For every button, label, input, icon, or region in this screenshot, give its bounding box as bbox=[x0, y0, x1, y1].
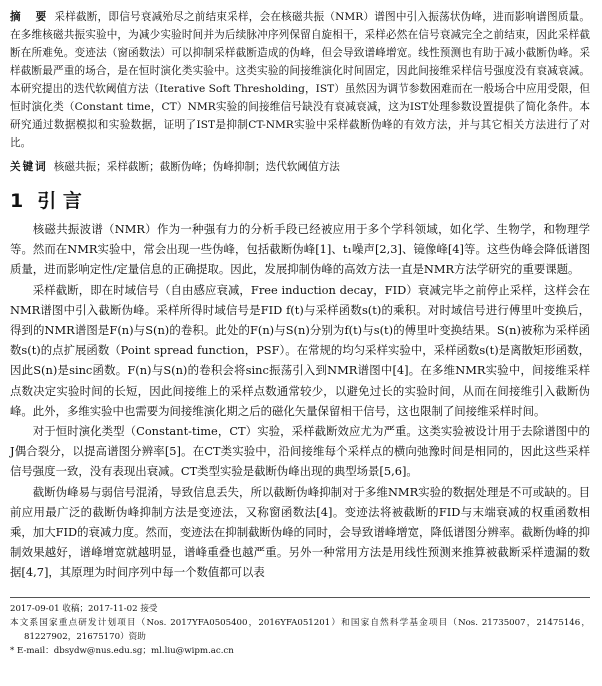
keywords-label: 关键词 bbox=[10, 161, 48, 173]
keywords-text: 核磁共振；采样截断；截断伪峰；伪峰抑制；迭代软阈值方法 bbox=[53, 161, 340, 173]
footnotes bbox=[10, 597, 590, 658]
abstract-text: 采样截断，即信号衰减殆尽之前结束采样，会在核磁共振（NMR）谱图中引入振荡状伪峰，进而影响谱图质量。在多维核磁共振实验中，为减少实验时间并为后续脉冲序列保留自旋相干，采样必然在信号衰减完全之前结束，因此采样截断在所难免。变迹法（窗函数法）可以抑制采样截断造成的伪峰，但会导致谱峰增宽。线性预测也有助于减小截断伪峰。采样截断最严重的场合，是在恒时演化类实验中。这类实验的间接维演化时间固定，因此间接维采样信号强度没有衰减衰减。本研究提出的迭代软阈值方法（Iterative Soft Thresholding，IST）虽然因为调节参数困难而在一般场合中应用受限，但恒时演化类（Constant time，CT）NMR实验的间接维信号缺没有衰减衰减，这为IST处理参数设置提供了简化条件。本研究通过数据模拟和实验数据，证明了IST是抑制CT-NMR实验中采样截断伪峰的有效方法，并与其它相关方法进行了对比。 bbox=[10, 11, 591, 149]
received-date: 2017-09-01 收稿；2017-11-02 接受 bbox=[10, 604, 158, 614]
paragraph: 截断伪峰易与弱信号混淆，导致信息丢失，所以截断伪峰抑制对于多维NMR实验的数据处理是不可或缺的。目前应用最广泛的截断伪峰抑制方法是变迹法，又称窗函数法[4]。变迹法将被截断的FID与末端衰减的权重函数相乘，加大FID的衰减力度。然而，变迹法在抑制截断伪峰的同时，会导致谱峰增宽，降低谱图分辨率。截断伪峰的抑制效果越好，谱峰增宽就越明显，谱峰重叠也越严重。另外一种常用方法是用线性预测来推算被截断采样遗漏的数据[4,7]，其原理为时间序列中每一个数值都可以表 bbox=[10, 484, 590, 580]
contact-email: * E-mail：dbsydw@nus.edu.sg；ml.liu@wipm.ac.cn bbox=[10, 646, 234, 656]
keywords bbox=[10, 158, 590, 176]
section-number: 1 bbox=[10, 190, 24, 212]
paragraph: 核磁共振波谱（NMR）作为一种强有力的分析手段已经被应用于多个学科领域，如化学、生物学，和物理学等。然而在NMR实验中，常会出现一些伪峰，包括截断伪峰[1]、t₁噪声[2,3]、镜像峰[4]等。这些伪峰会降低谱图质量，进而影响定性/定量信息的正确提取。因此，发展抑制伪峰的高效方法一直是NMR方法学研究的重要课题。 bbox=[10, 222, 590, 277]
funding-note: 本文系国家重点研发计划项目（Nos. 2017YFA0505400，2016YFA051201）和国家自然科学基金项目（Nos. 21735007，21475146，81227902，21675170）资助 bbox=[10, 618, 590, 642]
section-heading bbox=[10, 186, 590, 213]
abstract-label: 摘 要 bbox=[10, 11, 49, 23]
paper-page bbox=[10, 8, 590, 583]
paragraph: 对于恒时演化类型（Constant-time，CT）实验，采样截断效应尤为严重。这类实验被设计用于去除谱图中的J偶合裂分，以提高谱图分辨率[5]。在CT类实验中，沿间接维每个采样点的横向弛豫时间是相同的，因此这些采样信号强度一致，没有表现出衰减。CT类型实验是截断伪峰出现的典型场景[5,6]。 bbox=[10, 424, 590, 479]
body-text bbox=[10, 219, 590, 583]
abstract bbox=[10, 8, 590, 152]
paragraph: 采样截断，即在时域信号（自由感应衰减，Free induction decay，FID）衰减完毕之前停止采样，这样会在NMR谱图中引入截断伪峰。采样所得时域信号是FID f(t)与采样函数s(t)的乘积。对时域信号进行傅里叶变换后，得到的NMR谱图是F(n)与S(n)的卷积。此处的F(n)与S(n)分别为f(t)与s(t)的傅里叶变换结果。S(n)被称为采样函数s(t)的点扩展函数（Point spread function，PSF）。在常规的均匀采样实验中，采样函数s(t)是离散矩形函数，因此S(n)是sinc函数。F(n)与S(n)的卷积会将sinc振荡引入到NMR谱图中[4]。在多维NMR实验中，间接维采样点数决定实验时间的长短，因此间接维上的采样点数通常较少，以避免过长的实验时间，从而在间接维引入截断伪峰。此外，多维实验中也需要为间接维演化期之后的磁化矢量保留相干信号，这也限制了间接维采样时间。 bbox=[10, 282, 590, 418]
section-title: 引 言 bbox=[37, 190, 82, 212]
